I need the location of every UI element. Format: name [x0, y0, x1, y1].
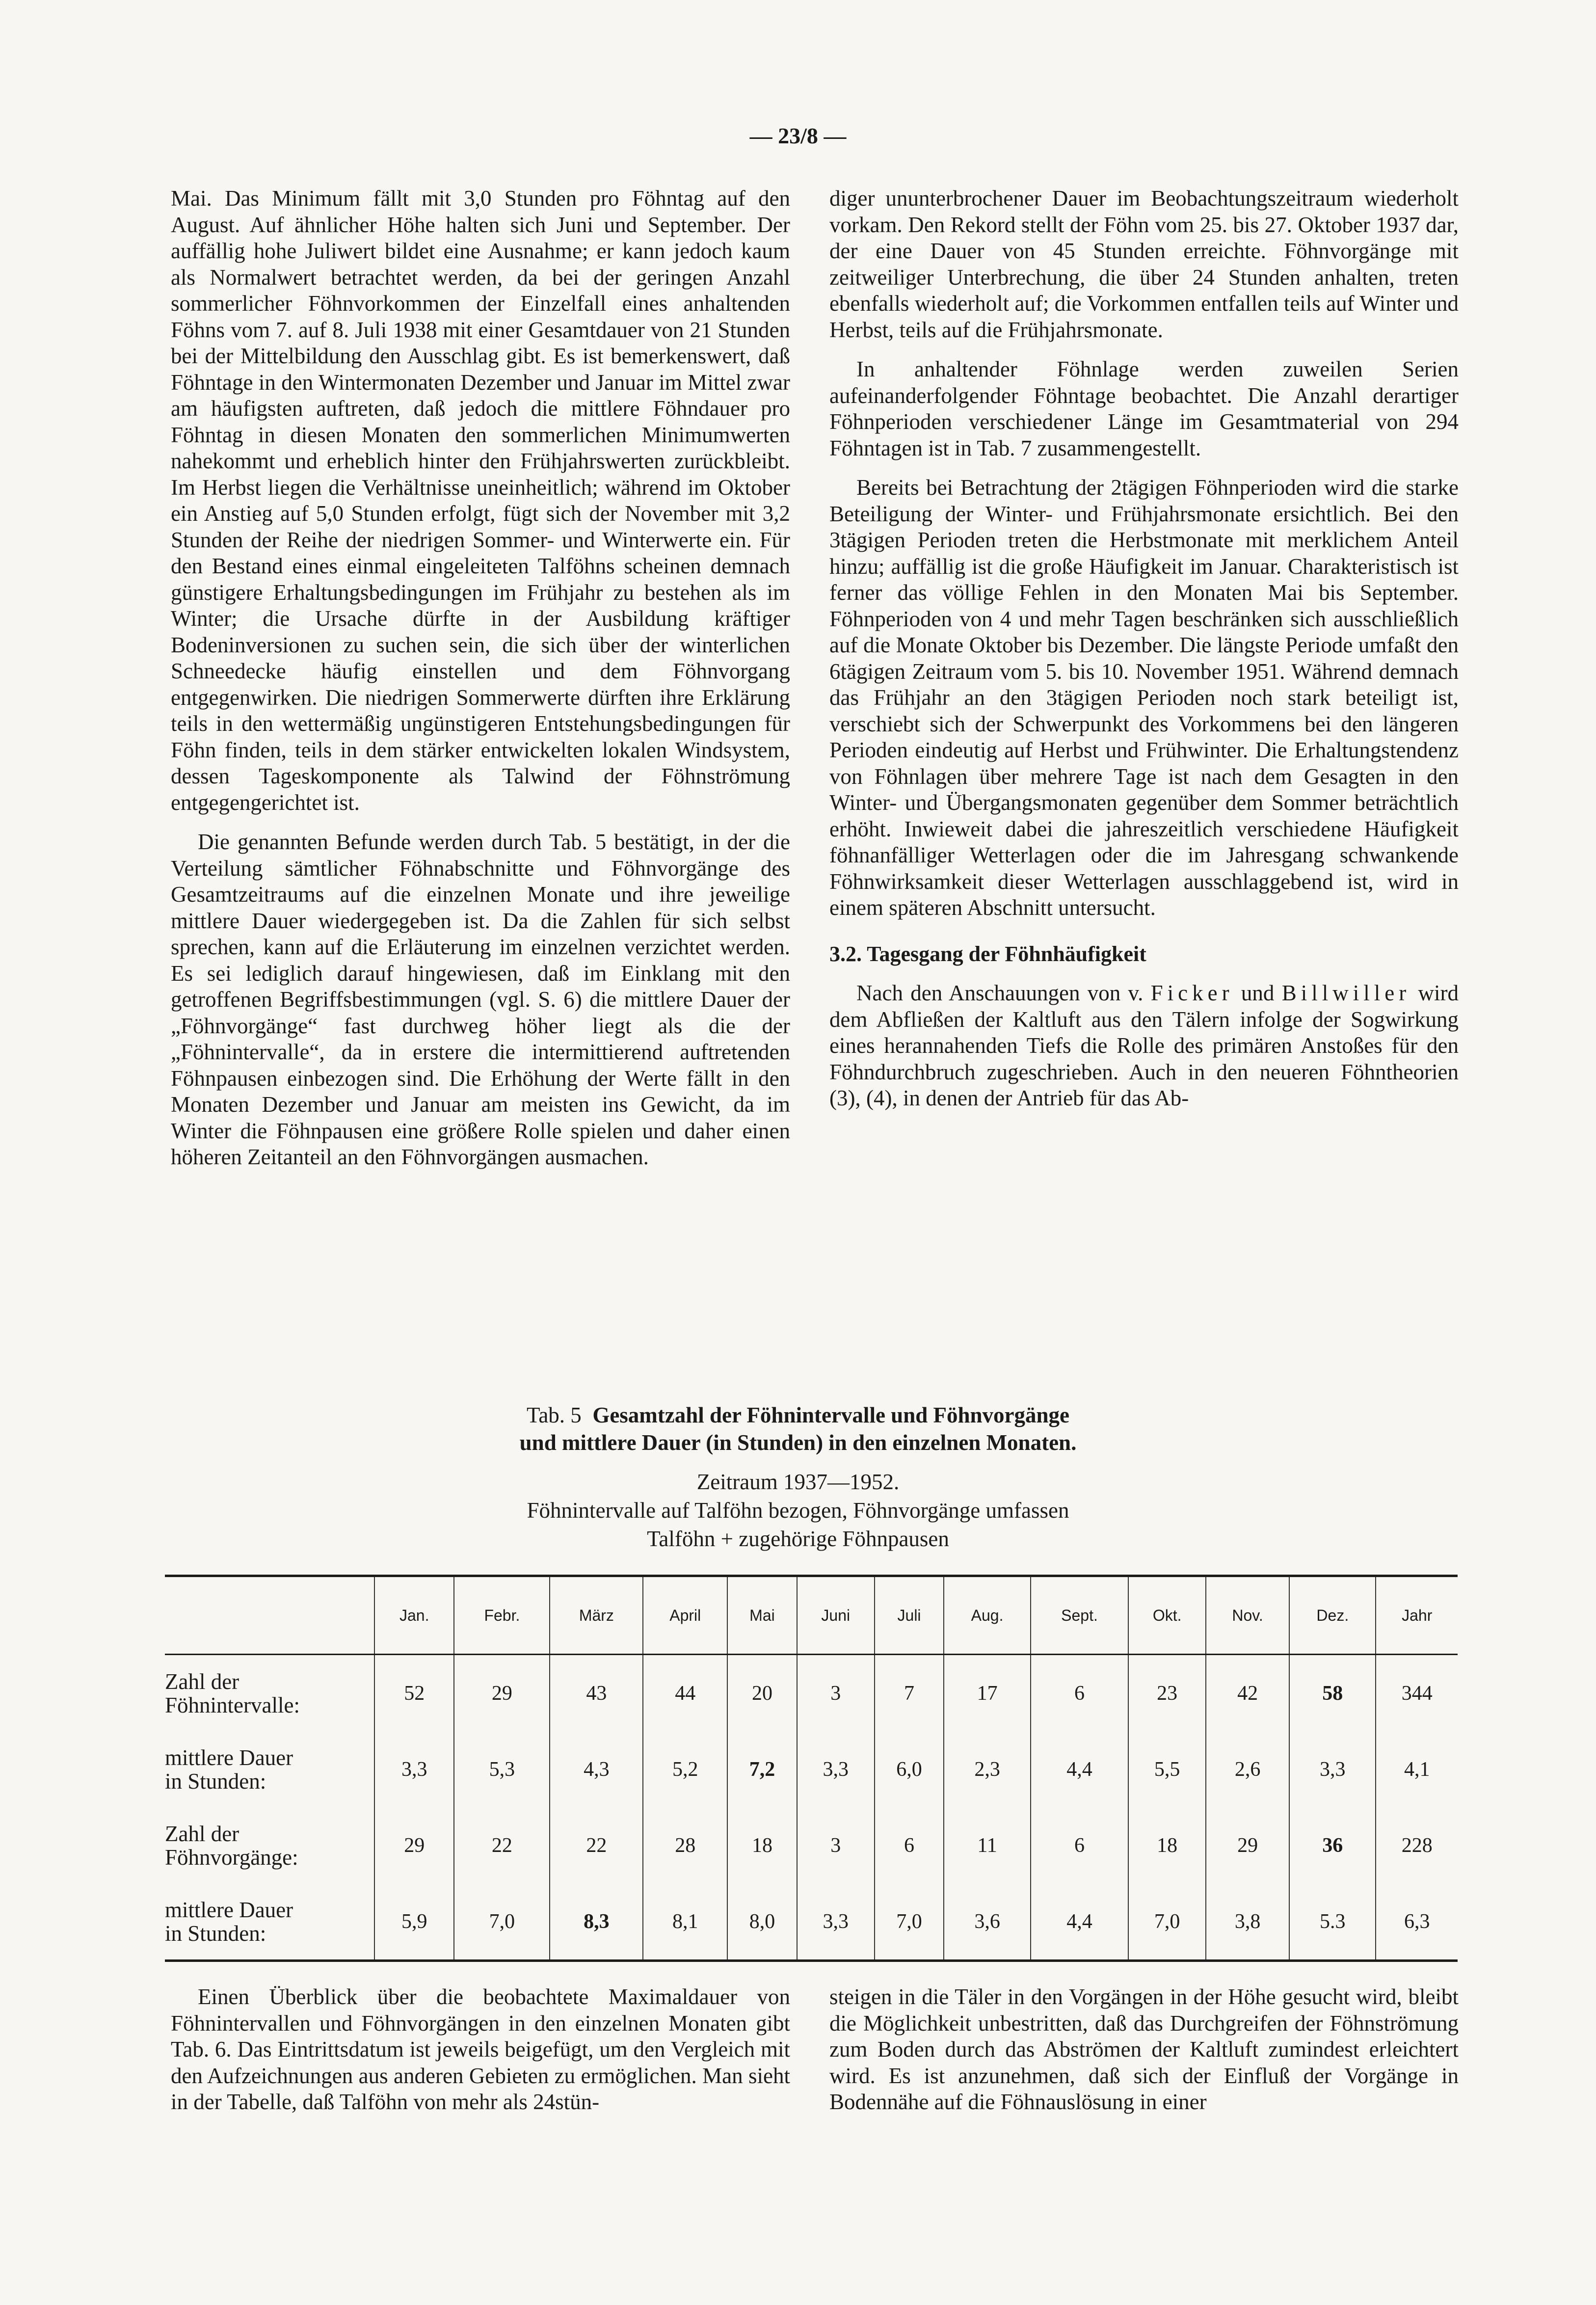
paragraph: Einen Überblick über die beobachtete Maximaldauer von Föhnintervallen und Föhnvorgängen in den einzelnen Monaten gibt Tab. 6. Das Eintrittsdatum ist jeweils beigefügt, um den Vergleich mit den Aufzeichnungen aus anderen Gebieten zu ermöglichen. Man sieht in der Tabelle, daß Talföhn von mehr als 24stün- — [171, 1984, 790, 2114]
table-cell: 18 — [1128, 1807, 1206, 1883]
table-label: Tab. 5 — [526, 1403, 582, 1427]
table-cell: 22 — [454, 1807, 550, 1883]
column-header: März — [550, 1576, 643, 1655]
paragraph: In anhaltender Föhnlage werden zuweilen Serien aufeinanderfolgender Föhntage beobachtet. Die Anzahl derartiger Föhnperioden verschiedener Länge im Gesamtmaterial von 294 Föhntagen ist in Tab. 7 zusammengestellt. — [829, 357, 1459, 460]
row-label-line: Föhnvorgänge: — [165, 1845, 298, 1870]
paragraph: Mai. Das Minimum fällt mit 3,0 Stunden pro Föhntag auf den August. Auf ähnlicher Höhe halten sich Juni und September. Der auffällig hohe Juliwert bildet eine Ausnahme; er kann jedoch kaum als Normalwert betrachtet werden, da bei der geringen Anzahl sommerlicher Föhnvorkommen der Einzelfall eines anhaltenden Föhns vom 7. auf 8. Juli 1938 mit einer Gesamtdauer von 21 Stunden bei der Mittelbildung den Ausschlag gibt. Es ist bemerkenswert, daß Föhntage in den Wintermonaten Dezember und Januar im Mittel zwar am häufigsten auftreten, daß jedoch die mittlere Föhndauer pro Föhntag in diesen Monaten den sommerlichen Minimumwerten nahekommt und erheblich hinter den Frühjahrswerten zurückbleibt. Im Herbst liegen die Verhältnisse uneinheitlich; während im Oktober ein Anstieg auf 5,0 Stunden erfolgt, fügt sich der November mit 3,2 Stunden der Reihe der niedrigen Sommer- und Winterwerte ein. Für den Bestand eines einmal eingeleiteten Talföhns scheinen demnach günstigere Erhaltungsbedingungen im Frühjahr zu bestehen als im Winter; die Ursache dürfte in der Ausbildung kräftiger Bodeninversionen zu suchen sein, die sich über der winterlichen Schneedecke häufig einstellen und dem Föhnvorgang entgegenwirken. Die niedrigen Sommerwerte dürften ihre Erklärung teils in den wettermäßig ungünstigeren Entstehungsbedingungen für Föhn finden, teils in dem stärker entwickelten lokalen Windsystem, dessen Tageskomponente als Talwind der Föhnströmung entgegengerichtet ist. — [171, 186, 790, 815]
table-cell: 20 — [727, 1655, 797, 1732]
table-cell: 29 — [1206, 1807, 1289, 1883]
column-header: Jan. — [374, 1576, 454, 1655]
table-cell: 6,3 — [1376, 1883, 1458, 1961]
table-cell: 11 — [944, 1807, 1030, 1883]
paragraph: steigen in die Täler in den Vorgängen in der Höhe gesucht wird, bleibt die Möglichkeit unbestritten, daß das Durchgreifen der Föhnströmung zum Boden durch das Abströmen der Kaltluft zumindest erleichtert wird. Es ist anzunehmen, daß sich der Einfluß der Vorgänge in Bodennähe auf die Föhnauslösung in einer — [829, 1984, 1459, 2114]
table-cell: 7,2 — [727, 1731, 797, 1807]
table-cell: 4,3 — [550, 1731, 643, 1807]
table-cell: 7 — [875, 1655, 944, 1732]
table-cell: 228 — [1376, 1807, 1458, 1883]
column-header: Juni — [797, 1576, 875, 1655]
page-number: — 23/8 — — [749, 123, 847, 148]
data-table — [165, 1575, 1458, 1962]
paragraph: diger ununterbrochener Dauer im Beobachtungszeitraum wiederholt vorkam. Den Rekord stellt der Föhn vom 25. bis 27. Oktober 1937 dar, der eine Dauer von 45 Stunden erreichte. Föhnvorgänge mit zeitweiliger Unterbrechung, die über 24 Stunden anhalten, treten ebenfalls wiederholt auf; die Vorkommen entfallen teils auf Winter und Herbst, teils auf die Frühjahrsmonate. — [829, 186, 1459, 342]
table-cell: 6,0 — [875, 1731, 944, 1807]
table-row — [165, 1655, 1458, 1732]
column-header: Sept. — [1031, 1576, 1129, 1655]
text-run: Nach den Anschauungen von v. — [856, 981, 1144, 1005]
table-cell: 5,5 — [1128, 1731, 1206, 1807]
row-label — [165, 1731, 374, 1807]
text-column-right-top — [829, 186, 1459, 1112]
table-cell: 43 — [550, 1655, 643, 1732]
table-row — [165, 1731, 1458, 1807]
table-cell: 22 — [550, 1807, 643, 1883]
table-row — [165, 1807, 1458, 1883]
table-cell: 3 — [797, 1655, 875, 1732]
row-label — [165, 1807, 374, 1883]
table-cell: 8,3 — [550, 1883, 643, 1961]
table-subtitle-line: Zeitraum 1937—1952. — [696, 1470, 900, 1494]
table-cell: 3,3 — [374, 1731, 454, 1807]
table-cell: 344 — [1376, 1655, 1458, 1732]
table-cell: 52 — [374, 1655, 454, 1732]
text-column-left-bottom — [171, 1984, 790, 2116]
column-header: Dez. — [1289, 1576, 1376, 1655]
table-cell: 6 — [1031, 1655, 1129, 1732]
table-cell: 6 — [875, 1807, 944, 1883]
row-label-line: Föhnintervalle: — [165, 1692, 300, 1717]
row-label — [165, 1883, 374, 1961]
column-header: Febr. — [454, 1576, 550, 1655]
table-cell: 23 — [1128, 1655, 1206, 1732]
table-cell: 17 — [944, 1655, 1030, 1732]
table-title: Gesamtzahl der Föhnintervalle und Föhnvorgänge — [592, 1403, 1070, 1427]
column-header: Aug. — [944, 1576, 1030, 1655]
table-cell: 7,0 — [875, 1883, 944, 1961]
column-header: Okt. — [1128, 1576, 1206, 1655]
table-cell: 8,1 — [643, 1883, 727, 1961]
table-cell: 6 — [1031, 1807, 1129, 1883]
table-cell: 7,0 — [1128, 1883, 1206, 1961]
table-cell: 2,3 — [944, 1731, 1030, 1807]
paragraph: Die genannten Befunde werden durch Tab. 5 bestätigt, in der die Verteilung sämtlicher Föhnabschnitte und Föhnvorgänge des Gesamtzeitraums auf die einzelnen Monate und ihre jeweilige mittlere Dauer wiedergegeben ist. Da die Zahlen für sich selbst sprechen, kann auf die Erläuterung im einzelnen verzichtet werden. Es sei lediglich darauf hingewiesen, daß im Einklang mit den getroffenen Begriffsbestimmungen (vgl. S. 6) die mittlere Dauer der „Föhnvorgänge“ fast durchweg höher liegt als die der „Föhnintervalle“, da in erstere die intermittierend auftretenden Föhnpausen einbezogen sind. Die Erhöhung der Werte fällt in den Monaten Dezember und Januar am meisten ins Gewicht, da im Winter die Föhnpausen eine größere Rolle spielen und daher einen höheren Zeitanteil an den Föhnvorgängen ausmachen. — [171, 830, 790, 1169]
table-cell: 2,6 — [1206, 1731, 1289, 1807]
column-header: Jahr — [1376, 1576, 1458, 1655]
table-caption — [0, 1401, 1596, 1456]
table-subtitle-line: Talföhn + zugehörige Föhnpausen — [647, 1527, 949, 1551]
table-cell: 8,0 — [727, 1883, 797, 1961]
text-column-left-top — [171, 186, 790, 1171]
author-name: Billwiller — [1281, 981, 1411, 1005]
table-subtitle-line: Föhnintervalle auf Talföhn bezogen, Föhnvorgänge umfassen — [527, 1498, 1069, 1523]
table-cell: 4,4 — [1031, 1731, 1129, 1807]
table-cell: 5,3 — [454, 1731, 550, 1807]
table-cell: 3,3 — [797, 1883, 875, 1961]
table-cell: 7,0 — [454, 1883, 550, 1961]
text-run: wird dem Abfließen der Kaltluft aus den Tälern infolge der Sogwirkung eines herannahenden Tiefs die Rolle des primären Anstoßes für den Föhndurchbruch zugeschrieben. Auch in den neueren Föhntheorien (3), (4), in denen der Antrieb für das Ab- — [829, 981, 1459, 1110]
table-cell: 5,9 — [374, 1883, 454, 1961]
table-corner — [165, 1576, 374, 1655]
text-run: und — [1241, 981, 1275, 1005]
table-cell: 29 — [374, 1807, 454, 1883]
column-header: April — [643, 1576, 727, 1655]
table-cell: 44 — [643, 1655, 727, 1732]
table-cell: 18 — [727, 1807, 797, 1883]
column-header: Mai — [727, 1576, 797, 1655]
table-cell: 5.3 — [1289, 1883, 1376, 1961]
table-cell: 4,4 — [1031, 1883, 1129, 1961]
row-label-line: Zahl der — [165, 1669, 239, 1694]
column-header: Nov. — [1206, 1576, 1289, 1655]
table-cell: 36 — [1289, 1807, 1376, 1883]
section-heading: 3.2. Tagesgang der Föhnhäufigkeit — [829, 941, 1146, 966]
row-label-line: mittlere Dauer — [165, 1897, 293, 1922]
table-cell: 3,3 — [797, 1731, 875, 1807]
table-cell: 42 — [1206, 1655, 1289, 1732]
table-header-row — [165, 1576, 1458, 1655]
row-label — [165, 1655, 374, 1732]
row-label-line: mittlere Dauer — [165, 1745, 293, 1770]
table-cell: 5,2 — [643, 1731, 727, 1807]
column-header: Juli — [875, 1576, 944, 1655]
table-cell: 58 — [1289, 1655, 1376, 1732]
paragraph: Bereits bei Betrachtung der 2tägigen Föhnperioden wird die starke Beteiligung der Winter- und Frühjahrsmonate ersichtlich. Bei den 3tägigen Perioden treten die Herbstmonate mit merklichem Anteil hinzu; auffällig ist die große Häufigkeit im Januar. Charakteristisch ist ferner das völlige Fehlen in den Monaten Mai bis September. Föhnperioden von 4 und mehr Tagen beschränken sich ausschließlich auf die Monate Oktober bis Dezember. Die längste Periode umfaßt den 6tägigen Zeitraum vom 5. bis 10. November 1951. Während demnach das Frühjahr an den 3tägigen Perioden noch stark beteiligt ist, verschiebt sich der Schwerpunkt des Vorkommens bei den längeren Perioden eindeutig auf Herbst und Frühwinter. Die Erhaltungstendenz von Föhnlagen über mehrere Tage ist nach dem Gesagten in den Winter- und Übergangsmonaten gegenüber dem Sommer beträchtlich erhöht. Inwieweit dabei die jahreszeitlich verschiedene Häufigkeit föhnanfälliger Wetterlagen oder die im Jahresgang schwankende Föhnwirksamkeit dieser Wetterlagen ausschlaggebend ist, wird in einem späteren Abschnitt untersucht. — [829, 475, 1459, 920]
text-column-right-bottom — [829, 1984, 1459, 2116]
row-label-line: in Stunden: — [165, 1769, 266, 1794]
table-cell: 29 — [454, 1655, 550, 1732]
paragraph — [829, 980, 1459, 1112]
table-subtitle — [0, 1468, 1596, 1553]
table-cell: 28 — [643, 1807, 727, 1883]
table-cell: 3,6 — [944, 1883, 1030, 1961]
author-name: Ficker — [1150, 981, 1234, 1005]
row-label-line: in Stunden: — [165, 1921, 266, 1946]
table-cell: 3 — [797, 1807, 875, 1883]
row-label-line: Zahl der — [165, 1821, 239, 1846]
table-cell: 3,8 — [1206, 1883, 1289, 1961]
table-row — [165, 1883, 1458, 1961]
table-cell: 4,1 — [1376, 1731, 1458, 1807]
table-cell: 3,3 — [1289, 1731, 1376, 1807]
table-title: und mittlere Dauer (in Stunden) in den einzelnen Monaten. — [519, 1430, 1077, 1455]
